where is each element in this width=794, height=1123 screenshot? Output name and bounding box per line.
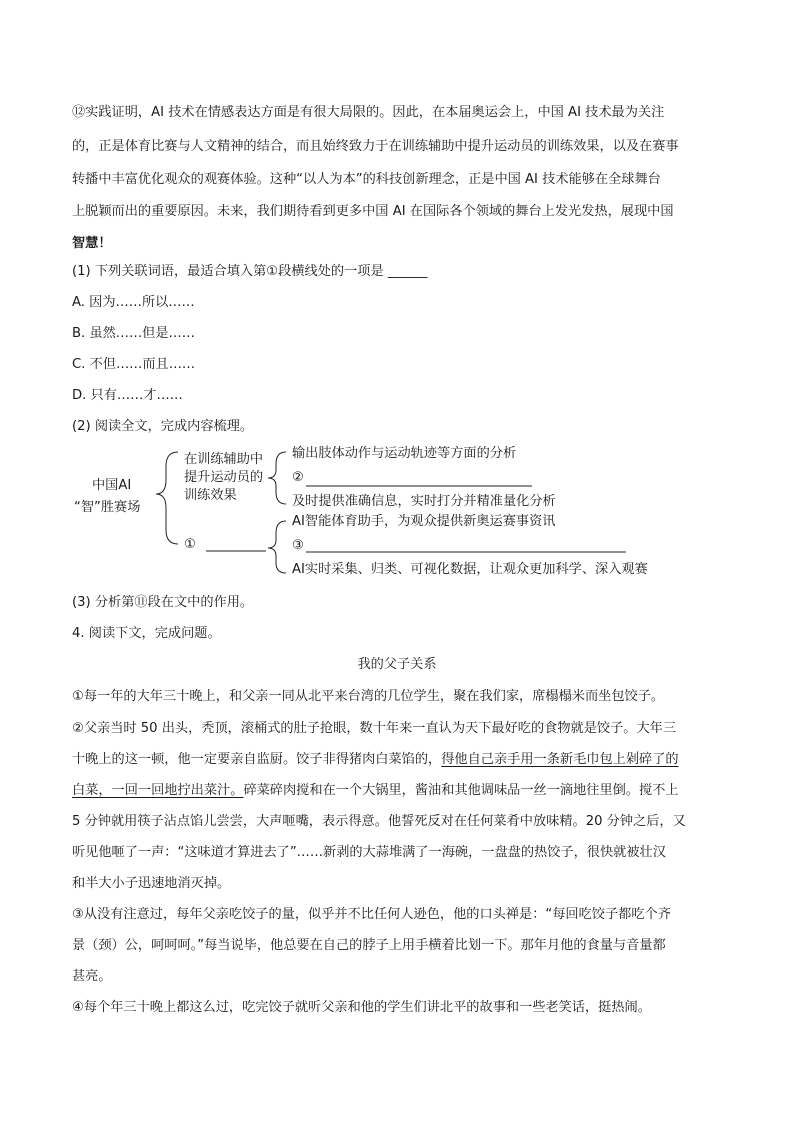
article-p3-line-1: ③从没有注意过，每年父亲吃饺子的量，似乎并不比任何人逊色，他的口头禅是：“每回吃饺子都吃个齐 (72, 907, 671, 922)
branch2-leaf-1: AI智能体育助手，为观众提供新奥运赛事资讯 (292, 514, 556, 529)
para12-line-5: 智慧！ (72, 236, 112, 251)
branch2-leaf-3: AI实时采集、归类、可视化数据，让观众更加科学、深入观赛 (292, 562, 648, 577)
root-brace (156, 452, 178, 544)
branch1-label-line-1: 在训练辅助中 (184, 452, 264, 467)
p2-line3-plain: 碎菜碎肉搅和在一个大锅里，酱油和其他调味品一丝一滴地往里倒。搅不上 (243, 783, 679, 798)
article-p2-line-3 (72, 782, 679, 800)
tree-root-line-1: 中国AI (92, 478, 132, 493)
article-p2-line-2 (72, 751, 679, 769)
article-p3-line-3: 甚亮。 (72, 969, 112, 984)
p2-line2-plain: 十晚上的这一顿，他一定要亲自监厨。饺子非得猪肉白菜馅的， (72, 752, 442, 767)
q1-option-c: C. 不但……而且…… (72, 357, 196, 372)
branch1-leaf-2: ② (292, 470, 304, 485)
branch1-leaf-3: 及时提供准确信息，实时打分并精准量化分析 (292, 494, 556, 509)
q1-option-a: A. 因为……所以…… (72, 295, 195, 310)
q1-option-d: D. 只有……才…… (72, 388, 183, 403)
q3-stem: (3) 分析第⑪段在文中的作用。 (72, 595, 254, 610)
p2-line3-underlined: 白菜，一回一回地拧出菜汁。 (72, 783, 244, 798)
article-p2-line-4: 5 分钟就用筷子沾点馅儿尝尝，大声咂嘴，表示得意。他誓死反对在任何菜肴中放味精。20 分钟之后，又 (72, 814, 686, 829)
branch1-label-line-2: 提升运动员的 (184, 470, 264, 485)
article-p3-line-2: 景（颈）公，呵呵呵。”每当说毕，他总要在自己的脖子上用手横着比划一下。那年月他的食量与音量都 (72, 938, 666, 953)
branch1-brace (268, 452, 286, 504)
para12-line-2: 的，正是体育比赛与人文精神的结合，而且始终致力于在训练辅助中提升运动员的训练效果，以及在赛事 (72, 139, 679, 154)
article-p2-line-1: ②父亲当时 50 出头，秃顶，滚桶式的肚子抢眼，数十年来一直认为天下最好吃的食物就是饺子。大年三 (72, 721, 677, 736)
branch1-leaf-1: 输出肢体动作与运动轨迹等方面的分析 (292, 446, 517, 461)
article-p1: ①每一年的大年三十晚上，和父亲一同从北平来台湾的几位学生，聚在我们家，席榻榻米而坐包饺子。 (72, 689, 665, 704)
para12-line-4: 上脱颖而出的重要原因。未来，我们期待看到更多中国 AI 在国际各个领域的舞台上发光发热，展现中国 (72, 204, 674, 219)
para12-line-3: 转播中丰富优化观众的观赛体验。这种“以人为本”的科技创新理念，正是中国 AI 技术能够在全球舞台 (72, 172, 661, 187)
article-p2-line-5: 听见他咂了一声：“这味道才算进去了”……新剥的大蒜堆满了一海碗，一盘盘的热饺子，很快就被壮汉 (72, 845, 666, 860)
article-p4: ④每个年三十晚上都这么过，吃完饺子就听父亲和他的学生们讲北平的故事和一些老笑话，挺热闹。 (72, 1000, 651, 1015)
para12-line-1: ⑫实践证明，AI 技术在情感表达方面是有很大局限的。因此，在本届奥运会上，中国 AI 技术最为关注 (72, 105, 665, 120)
tree-root-line-2: “智”胜赛场 (74, 500, 141, 515)
article-p2-line-6: 和半大小子迅速地消灭掉。 (72, 876, 231, 891)
branch2-label: ① (184, 537, 196, 552)
q1-stem: (1) 下列关联词语，最适合填入第①段横线处的一项是 ______ (72, 264, 428, 279)
article-title: 我的父子关系 (357, 657, 437, 672)
branch2-brace (268, 521, 286, 573)
q1-option-b: B. 虽然……但是…… (72, 326, 195, 341)
branch2-leaf-2: ③ (292, 538, 304, 553)
q4-stem: 4. 阅读下文，完成问题。 (72, 626, 221, 641)
p2-line2-underlined: 得他自己亲手用一条新毛巾包上剁碎了的 (441, 752, 679, 767)
branch1-label-line-3: 训练效果 (184, 488, 237, 503)
q2-stem: (2) 阅读全文，完成内容梳理。 (72, 419, 254, 434)
